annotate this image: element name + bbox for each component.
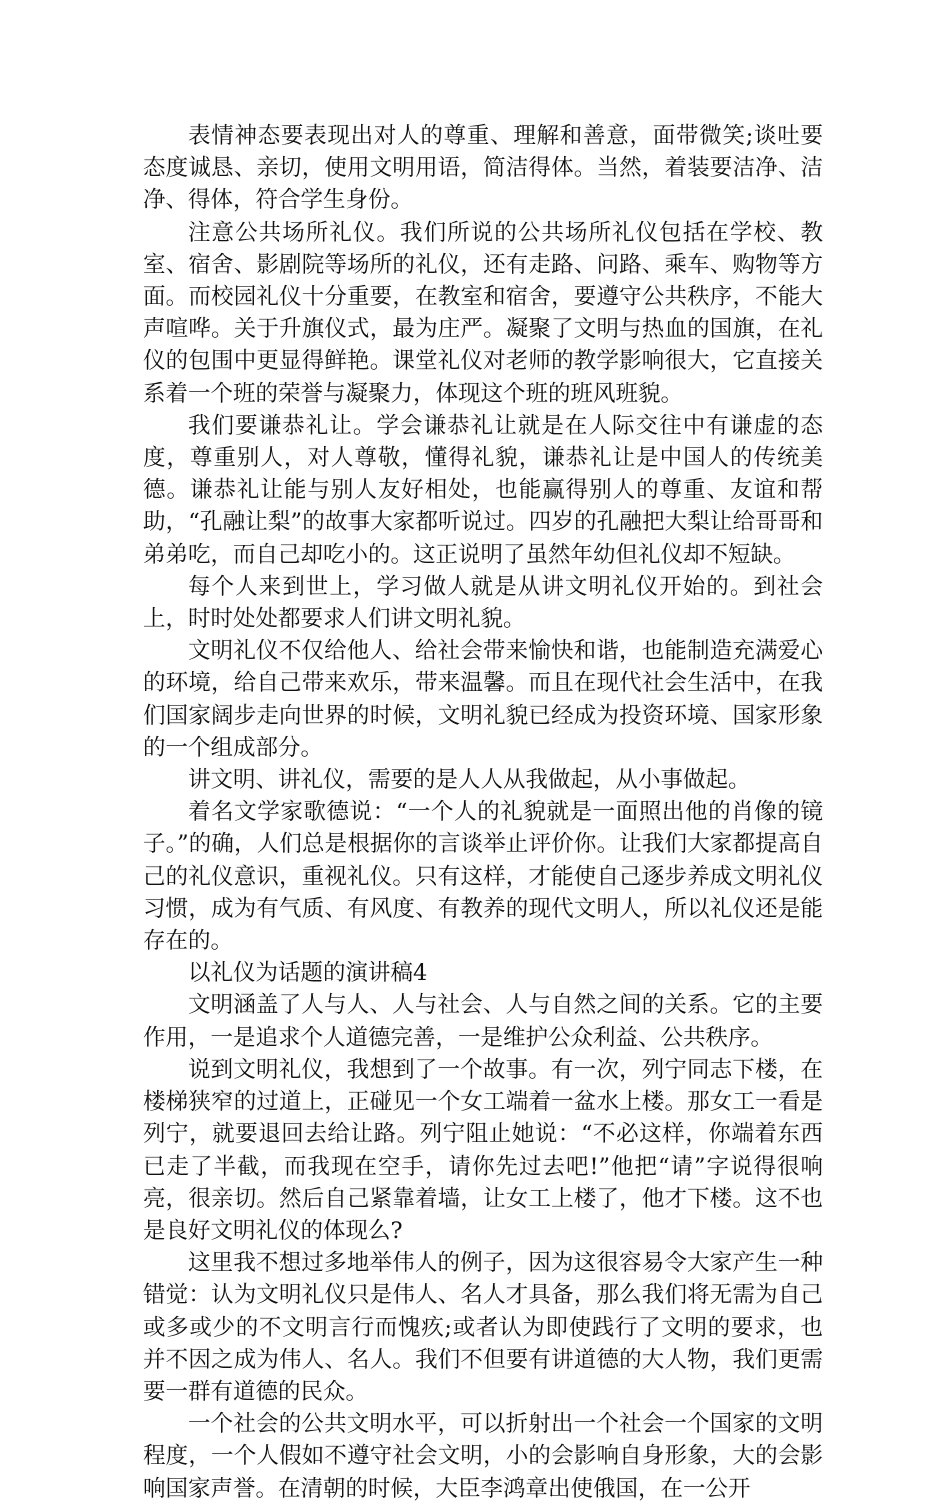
- paragraph: 着名文学家歌德说：“一个人的礼貌就是一面照出他的肖像的镜子。”的确，人们总是根据你的言谈举止评价你。让我们大家都提高自己的礼仪意识，重视礼仪。只有这样，才能使自己逐步养成文明礼仪习惯，成为有气质、有风度、有教养的现代文明人，所以礼仪还是能存在的。: [143, 799, 823, 955]
- section-heading: 以礼仪为话题的演讲稿4: [188, 960, 428, 987]
- paragraph: 注意公共场所礼仪。我们所说的公共场所礼仪包括在学校、教室、宿舍、影剧院等场所的礼仪，还有走路、问路、乘车、购物等方面。而校园礼仪十分重要，在教室和宿舍，要遵守公共秩序，不能大声喧哗。关于升旗仪式，最为庄严。凝聚了文明与热血的国旗，在礼仪的包围中更显得鲜艳。课堂礼仪对老师的教学影响很大，它直接关系着一个班的荣誉与凝聚力，体现这个班的班风班貌。: [143, 219, 823, 407]
- paragraph: 文明礼仪不仅给他人、给社会带来愉快和谐，也能制造充满爱心的环境，给自己带来欢乐，带来温馨。而且在现代社会生活中，在我们国家阔步走向世界的时候，文明礼貌已经成为投资环境、国家形象的一个组成部分。: [143, 638, 823, 761]
- paragraph: 一个社会的公共文明水平，可以折射出一个社会一个国家的文明程度，一个人假如不遵守社会文明，小的会影响自身形象，大的会影响国家声誉。在清朝的时候，大臣李鸿章出使俄国，在一公开: [143, 1411, 823, 1502]
- paragraph: 我们要谦恭礼让。学会谦恭礼让就是在人际交往中有谦虚的态度，尊重别人，对人尊敬，懂得礼貌，谦恭礼让是中国人的传统美德。谦恭礼让能与别人友好相处，也能赢得别人的尊重、友谊和帮助，“孔融让梨”的故事大家都听说过。四岁的孔融把大梨让给哥哥和弟弟吃，而自己却吃小的。这正说明了虽然年幼但礼仪却不短缺。: [143, 412, 823, 568]
- paragraph: 文明涵盖了人与人、人与社会、人与自然之间的关系。它的主要作用，一是追求个人道德完善，一是维护公众利益、公共秩序。: [143, 992, 823, 1051]
- paragraph: 每个人来到世上，学习做人就是从讲文明礼仪开始的。到社会上，时时处处都要求人们讲文明礼貌。: [143, 573, 823, 633]
- paragraph: 说到文明礼仪，我想到了一个故事。有一次，列宁同志下楼，在楼梯狭窄的过道上，正碰见一个女工端着一盆水上楼。那女工一看是列宁，就要退回去给让路。列宁阻止她说：“不必这样，你端着东西已走了半截，而我现在空手，请你先过去吧!”他把“请”字说得很响亮，很亲切。然后自己紧靠着墙，让女工上楼了，他才下楼。这不也是良好文明礼仪的体现么?: [143, 1056, 823, 1244]
- paragraph: 这里我不想过多地举伟人的例子，因为这很容易令大家产生一种错觉：认为文明礼仪只是伟人、名人才具备，那么我们将无需为自己或多或少的不文明言行而愧疚;或者认为即使践行了文明的要求，也并不因之成为伟人、名人。我们不但要有讲道德的大人物，我们更需要一群有道德的民众。: [143, 1250, 823, 1405]
- paragraph: 表情神态要表现出对人的尊重、理解和善意，面带微笑;谈吐要态度诚恳、亲切，使用文明用语，简洁得体。当然，着装要洁净、洁净、得体，符合学生身份。: [143, 123, 823, 214]
- document-body: [143, 120, 823, 1505]
- paragraph: 讲文明、讲礼仪，需要的是人人从我做起，从小事做起。: [188, 767, 751, 794]
